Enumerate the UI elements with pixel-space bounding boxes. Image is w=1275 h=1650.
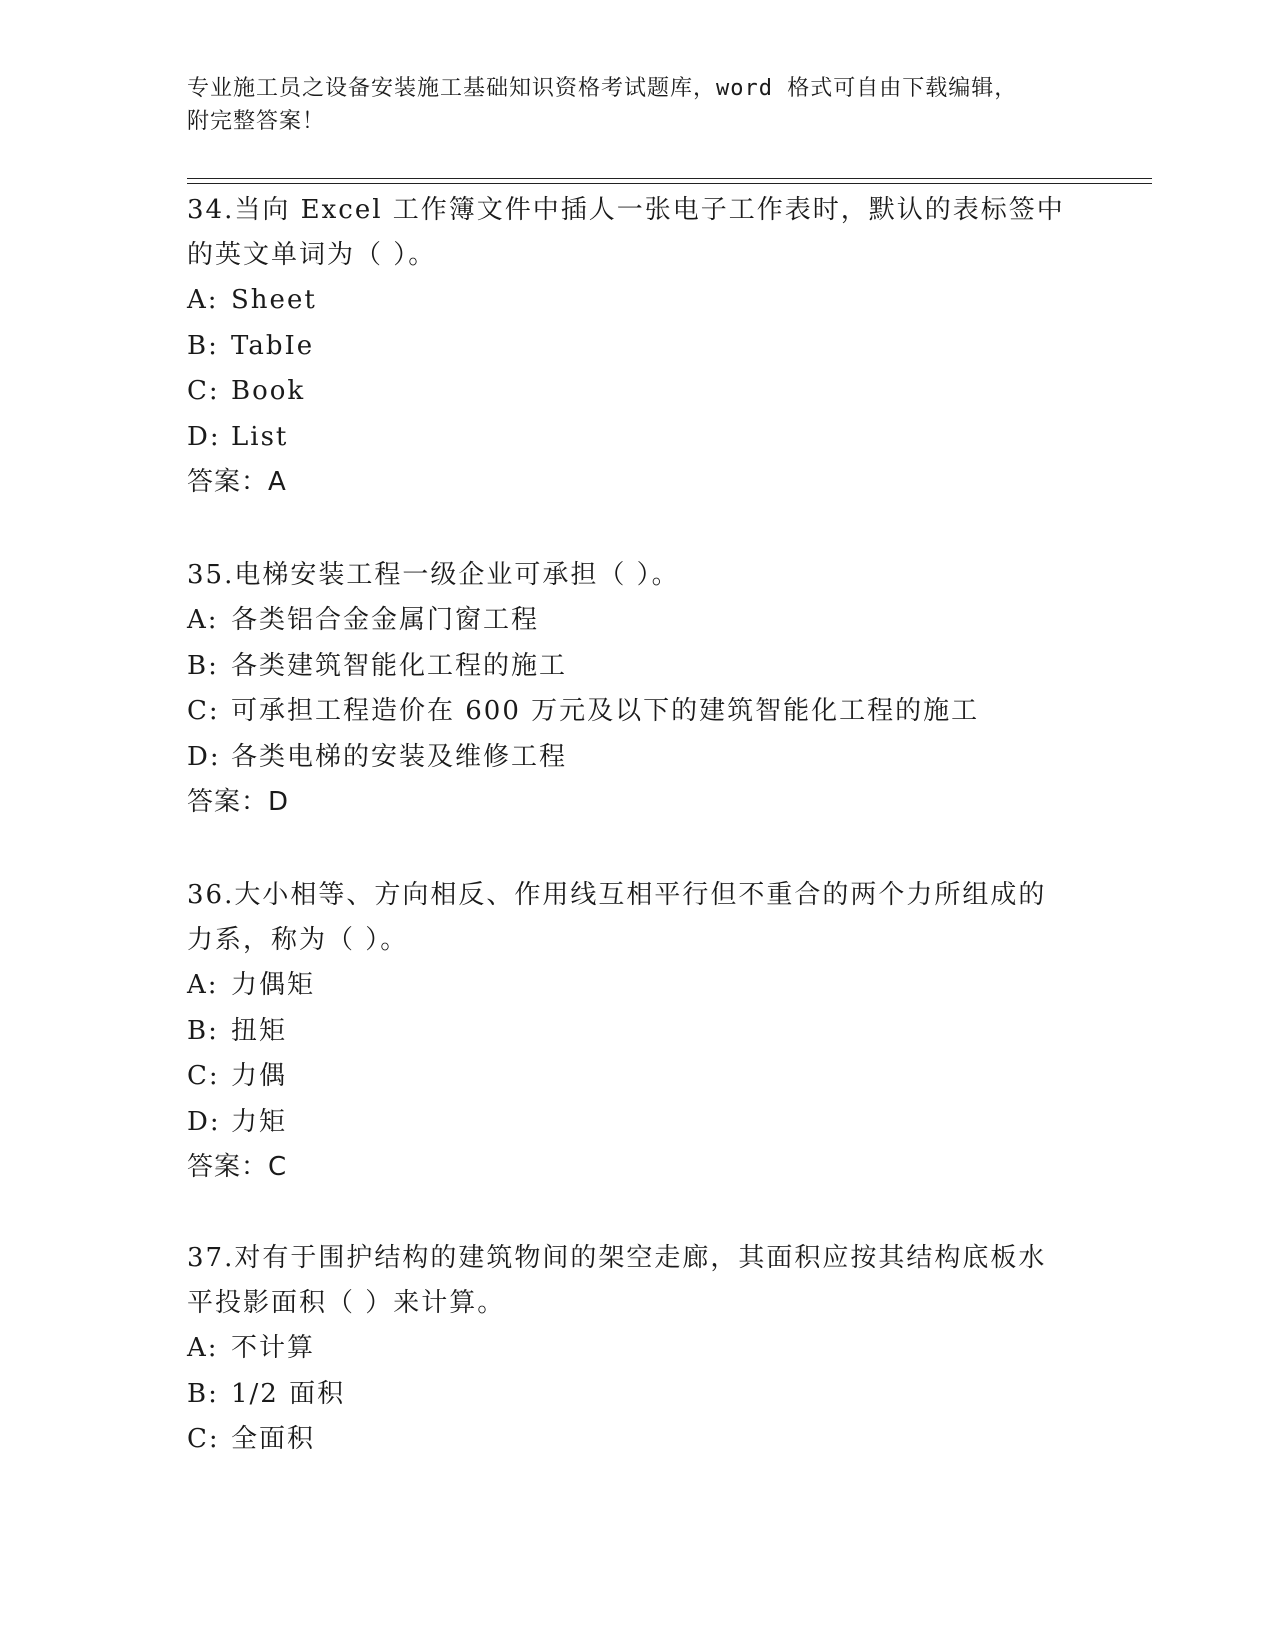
answer: 答案：D [187,787,290,817]
question-36 [187,873,1087,1190]
option-letter: B: [187,330,219,361]
option-text: Sheet [231,285,317,315]
document-header [187,72,1087,138]
option-letter: C: [187,696,220,726]
option-text: 可承担工程造价在 600 万元及以下的建筑智能化工程的施工 [231,696,980,726]
option-text: 全面积 [231,1424,316,1454]
option-c [187,369,1087,415]
header-title-line-2: 附完整答案！ [187,109,326,134]
option-letter: B: [187,1015,219,1046]
option-letter: B: [187,1378,219,1409]
option-c [187,1054,1087,1100]
option-d [187,735,1087,781]
option-letter: C: [187,1424,220,1454]
option-b [187,1009,1087,1055]
answer: 答案：A [187,467,287,497]
option-text: 各类铝合金金属门窗工程 [231,605,540,635]
option-text: Book [231,376,306,406]
question-text-line-2: 力系，称为（ ）。 [187,925,409,955]
option-text: 1/2 面积 [231,1378,346,1409]
option-a [187,598,1087,644]
option-b [187,1372,1087,1418]
option-c [187,689,1087,735]
option-c [187,1417,1087,1463]
question-text-line-1: 37.对有于围护结构的建筑物间的架空走廊，其面积应按其结构底板水 [187,1243,1047,1273]
option-letter: C: [187,376,220,406]
option-text: List [231,421,289,452]
header-divider-top [187,178,1152,179]
question-34 [187,188,1087,505]
option-letter: A: [187,285,219,315]
option-b [187,324,1087,370]
option-letter: B: [187,650,219,681]
question-text-line-2: 的英文单词为（ ）。 [187,240,437,270]
question-37 [187,1236,1087,1463]
option-b [187,644,1087,690]
option-letter: D: [187,741,221,772]
option-letter: A: [187,1333,219,1363]
option-letter: D: [187,421,221,452]
option-letter: A: [187,605,219,635]
header-title-line-1: 专业施工员之设备安装施工基础知识资格考试题库，word 格式可自由下载编辑， [187,76,1018,101]
question-text-line-2: 平投影面积（ ）来计算。 [187,1288,506,1318]
option-text: TabIe [231,330,315,361]
option-text: 力偶 [231,1061,288,1091]
option-text: 各类电梯的安装及维修工程 [231,741,568,772]
option-text: 力偶矩 [231,970,316,1000]
option-text: 各类建筑智能化工程的施工 [231,650,568,681]
option-a [187,963,1087,1009]
option-d [187,1100,1087,1146]
option-text: 扭矩 [231,1015,288,1046]
question-text-line-1: 36.大小相等、方向相反、作用线互相平行但不重合的两个力所组成的 [187,880,1047,910]
answer: 答案：C [187,1152,288,1182]
option-letter: D: [187,1106,221,1137]
question-35 [187,553,1087,825]
question-text-line-1: 34.当向 Excel 工作簿文件中插人一张电子工作表时，默认的表标签中 [187,195,1065,225]
option-text: 力矩 [231,1106,288,1137]
option-a [187,278,1087,324]
option-letter: A: [187,970,219,1000]
option-d [187,415,1087,461]
question-text-line-1: 35.电梯安装工程一级企业可承担（ ）。 [187,560,680,590]
option-letter: C: [187,1061,220,1091]
option-a [187,1326,1087,1372]
header-divider-bottom [187,183,1152,184]
option-text: 不计算 [231,1333,316,1363]
